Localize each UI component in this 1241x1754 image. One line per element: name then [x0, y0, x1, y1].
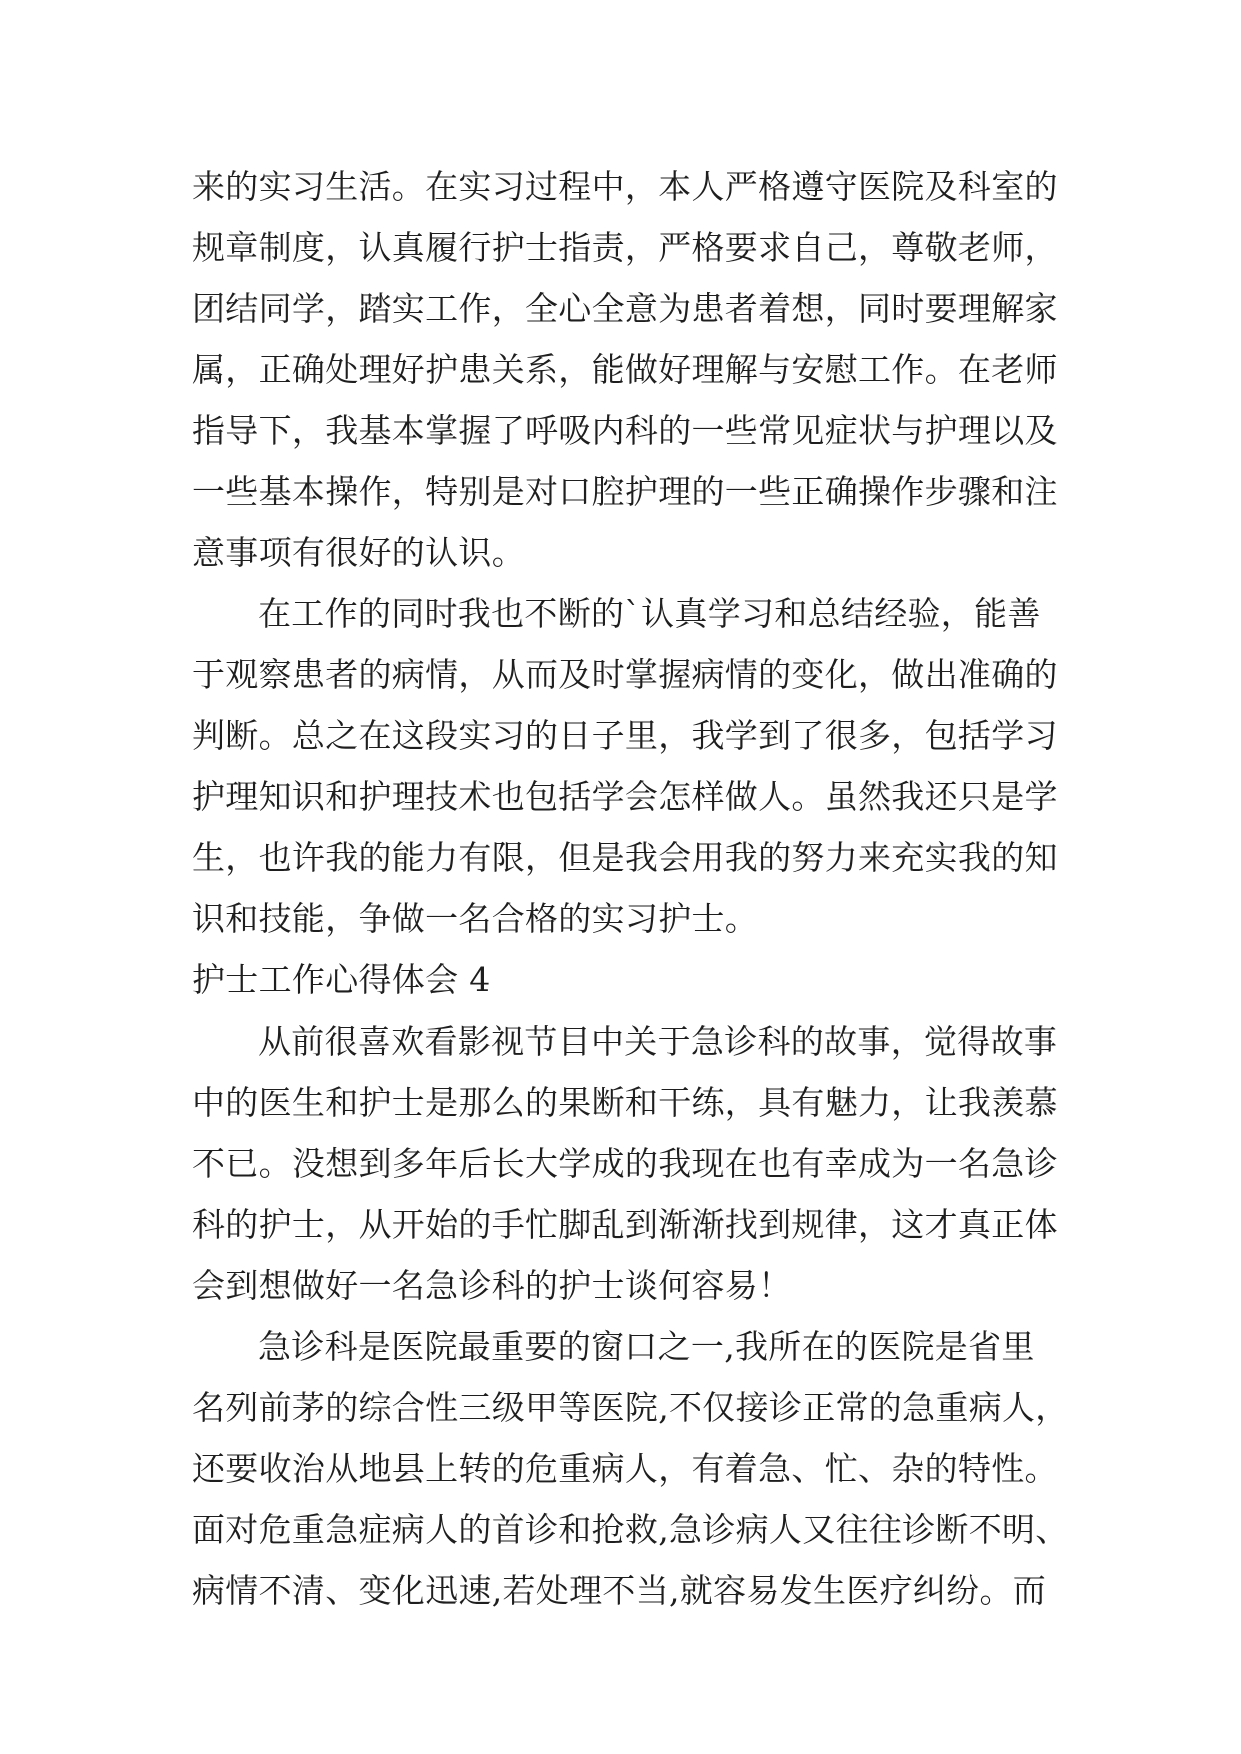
section-heading: 护士工作心得体会 4 [192, 960, 491, 999]
text-line: 不已。没想到多年后长大学成的我现在也有幸成为一名急诊 [192, 1144, 1058, 1183]
text-line: 护理知识和护理技术也包括学会怎样做人。虽然我还只是学 [192, 777, 1058, 816]
text-line: 从前很喜欢看影视节目中关于急诊科的故事，觉得故事 [258, 1022, 1058, 1061]
document-body [192, 156, 1072, 1621]
text-line: 识和技能，争做一名合格的实习护士。 [192, 899, 759, 938]
text-line: 意事项有很好的认识。 [192, 533, 525, 572]
text-line: 属，正确处理好护患关系，能做好理解与安慰工作。在老师 [192, 350, 1058, 389]
text-line: 团结同学，踏实工作，全心全意为患者着想，同时要理解家 [192, 289, 1058, 328]
text-line: 会到想做好一名急诊科的护士谈何容易！ [192, 1266, 792, 1305]
text-line: 急诊科是医院最重要的窗口之一,我所在的医院是省里 [258, 1327, 1035, 1366]
text-line: 在工作的同时我也不断的`认真学习和总结经验，能善 [258, 594, 1041, 633]
paragraph-2 [192, 583, 1072, 949]
text-line: 指导下，我基本掌握了呼吸内科的一些常见症状与护理以及 [192, 411, 1058, 450]
text-line: 于观察患者的病情，从而及时掌握病情的变化，做出准确的 [192, 655, 1058, 694]
text-line: 面对危重急症病人的首诊和抢救,急诊病人又往往诊断不明、 [192, 1510, 1069, 1549]
text-line: 一些基本操作，特别是对口腔护理的一些正确操作步骤和注 [192, 472, 1058, 511]
paragraph-1 [192, 156, 1072, 583]
text-line: 规章制度，认真履行护士指责，严格要求自己，尊敬老师， [192, 228, 1058, 267]
paragraph-4 [192, 1316, 1072, 1621]
text-line: 名列前茅的综合性三级甲等医院,不仅接诊正常的急重病人， [192, 1388, 1069, 1427]
text-line: 中的医生和护士是那么的果断和干练，具有魅力，让我羡慕 [192, 1083, 1058, 1122]
text-line: 生，也许我的能力有限，但是我会用我的努力来充实我的知 [192, 838, 1058, 877]
text-line: 判断。总之在这段实习的日子里，我学到了很多，包括学习 [192, 716, 1058, 755]
text-line: 病情不清、变化迅速,若处理不当,就容易发生医疗纠纷。而 [192, 1571, 1047, 1610]
text-line: 科的护士，从开始的手忙脚乱到渐渐找到规律，这才真正体 [192, 1205, 1058, 1244]
paragraph-3 [192, 1011, 1072, 1316]
text-line: 还要收治从地县上转的危重病人，有着急、忙、杂的特性。 [192, 1449, 1058, 1488]
text-line: 来的实习生活。在实习过程中，本人严格遵守医院及科室的 [192, 167, 1058, 206]
